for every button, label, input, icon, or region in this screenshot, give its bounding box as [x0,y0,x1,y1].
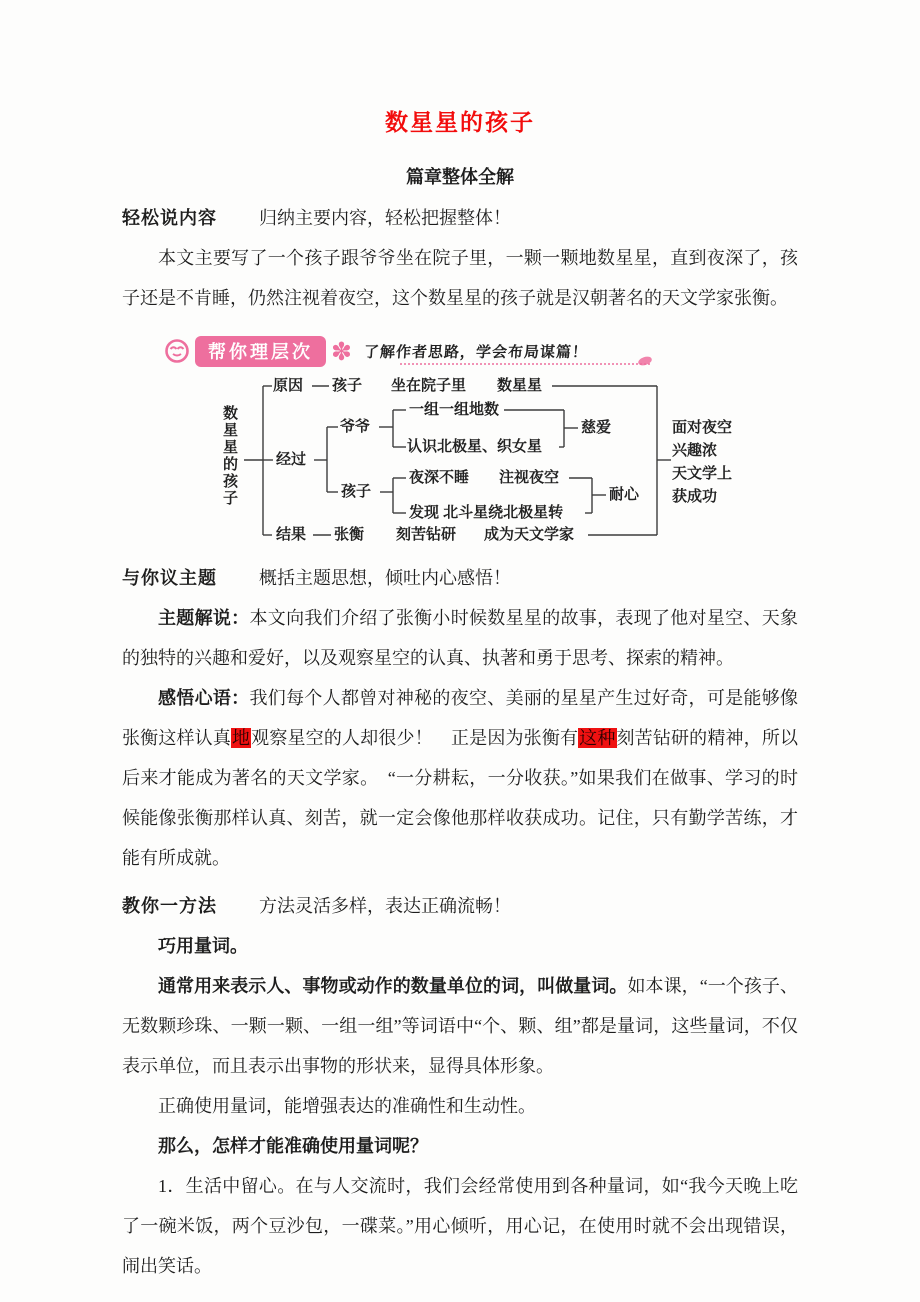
diagram-node-child-item-2: 发现 北斗星绕北极星转 [409,504,564,521]
diagram-outcome-line-3: 获成功 [672,488,718,505]
diagram-outcome-line-0: 面对夜空 [672,419,733,436]
highlighted-word: 地 [232,728,251,748]
theme-text: 本文向我们介绍了张衡小时候数星星的故事，表现了他对星空、天象的独特的兴趣和爱好，以及观察星空的认真、执著和勇于思考、探索的精神。 [122,608,799,668]
section-yi-tagline: 概括主题思想，倾吐内心感悟！ [259,568,511,588]
diagram-node-result-item-2: 成为天文学家 [484,526,575,543]
intro-paragraph: 本文主要写了一个孩子跟爷爷坐在院子里，一颗一颗地数星星，直到夜深了，孩子还是不肯睡，仍然注视着夜空，这个数星星的孩子就是汉朝著名的天文学家张衡。 [122,248,798,308]
structure-diagram [160,370,810,550]
theme-label: 主题解说： [158,608,250,628]
reflection-paragraph [122,678,798,878]
how-question: 那么，怎样才能准确使用量词呢？ [158,1136,428,1156]
text-segment: 如本课，“一个孩子、无数颗珍珠、一颗一颗、一组一组”等词语中“个、颗、组”都是量词，这些量词，不仅表示单位，而且表示出事物的形状来，显得具体形象。 [122,976,798,1076]
banner-badge: 帮你理层次 [195,336,326,367]
diagram-root-node: 数星星的孩子 [221,405,238,507]
diagram-node-grandpa: 爷爷 [340,418,371,435]
dotted-divider-end-blob [637,355,653,367]
layer-analysis-figure [160,332,810,550]
method-title: 巧用量词。 [158,936,248,956]
section-jiao [122,886,798,926]
diagram-outcome-line-2: 天文学上 [672,465,733,482]
tip-1-paragraph: 1．生活中留心。在与人交流时，我们会经常使用到各种量词，如“我今天晚上吃了一碗米饭，两个豆沙包，一碟菜。”用心倾听，用心记，在使用时就不会出现错误，闹出笑话。 [122,1176,798,1276]
page-title: 数星星的孩子 [385,110,535,135]
theme-paragraph [122,598,798,678]
diagram-node-cause-item-0: 孩子 [332,377,363,394]
highlighted-word: 这种 [579,728,616,748]
page-subtitle: 篇章整体全解 [406,167,514,187]
diagram-node-result: 结果 [276,526,307,543]
section-shuo-label: 轻松说内容 [122,208,217,228]
text-segment: 刻苦钻研的精神，所以后来才能成为著名的天文学家。 “一分耕耘，一分收获。”如果我们在做事、学习的时候能像张衡那样认真、刻苦，就一定会像他那样收获成功。记住，只有勤学苦练，才能有所成就。 [122,728,799,868]
reflection-label: 感悟心语： [158,688,250,708]
diagram-node-grandpa-item-1: 认识北极星、织女星 [407,438,543,455]
diagram-node-child: 孩子 [341,483,372,500]
diagram-node-process: 经过 [276,451,307,468]
diagram-outcome-block [672,416,732,508]
text-segment: 我们每个人都曾对神秘的夜空、美丽的星星产生过好奇，可是能够像张衡这样认真 [122,688,799,748]
diagram-node-child-item-1a: 夜深不睡 [409,469,470,486]
flower-icon: ✽ [331,336,352,366]
smiley-icon [164,338,190,364]
dotted-divider [400,363,650,365]
diagram-node-result-item-1: 刻苦钻研 [396,526,457,543]
text-segment: 观察星空的人却很少！ 正是因为张衡有 [251,728,579,748]
text-segment: 通常用来表示人、事物或动作的数量单位的词，叫做量词。 [158,976,628,996]
diagram-node-child-item-1b: 注视夜空 [499,469,560,486]
section-yi-label: 与你议主题 [122,568,217,588]
diagram-outcome-line-1: 兴趣浓 [672,442,718,459]
section-jiao-label: 教你一方法 [122,896,217,916]
layer-banner [160,332,810,370]
measure-word-paragraph [122,966,798,1086]
diagram-node-grandpa-trait: 慈爱 [581,419,612,436]
diagram-node-grandpa-item-0: 一组一组地数 [409,401,500,418]
diagram-node-result-item-0: 张衡 [334,526,365,543]
section-shuo [122,198,798,238]
section-shuo-tagline: 归纳主要内容，轻松把握整体！ [259,208,511,228]
diagram-node-cause-item-1: 坐在院子里 [391,377,467,394]
section-yi [122,558,798,598]
diagram-node-cause-item-2: 数星星 [497,377,543,394]
diagram-node-child-trait: 耐心 [609,486,640,503]
section-jiao-tagline: 方法灵活多样，表达正确流畅！ [259,896,511,916]
banner-tagline: 了解作者思路，学会布局谋篇！ [363,343,589,361]
reflection-text [122,688,798,868]
diagram-node-cause: 原因 [273,377,304,394]
usage-paragraph: 正确使用量词，能增强表达的准确性和生动性。 [158,1096,536,1116]
